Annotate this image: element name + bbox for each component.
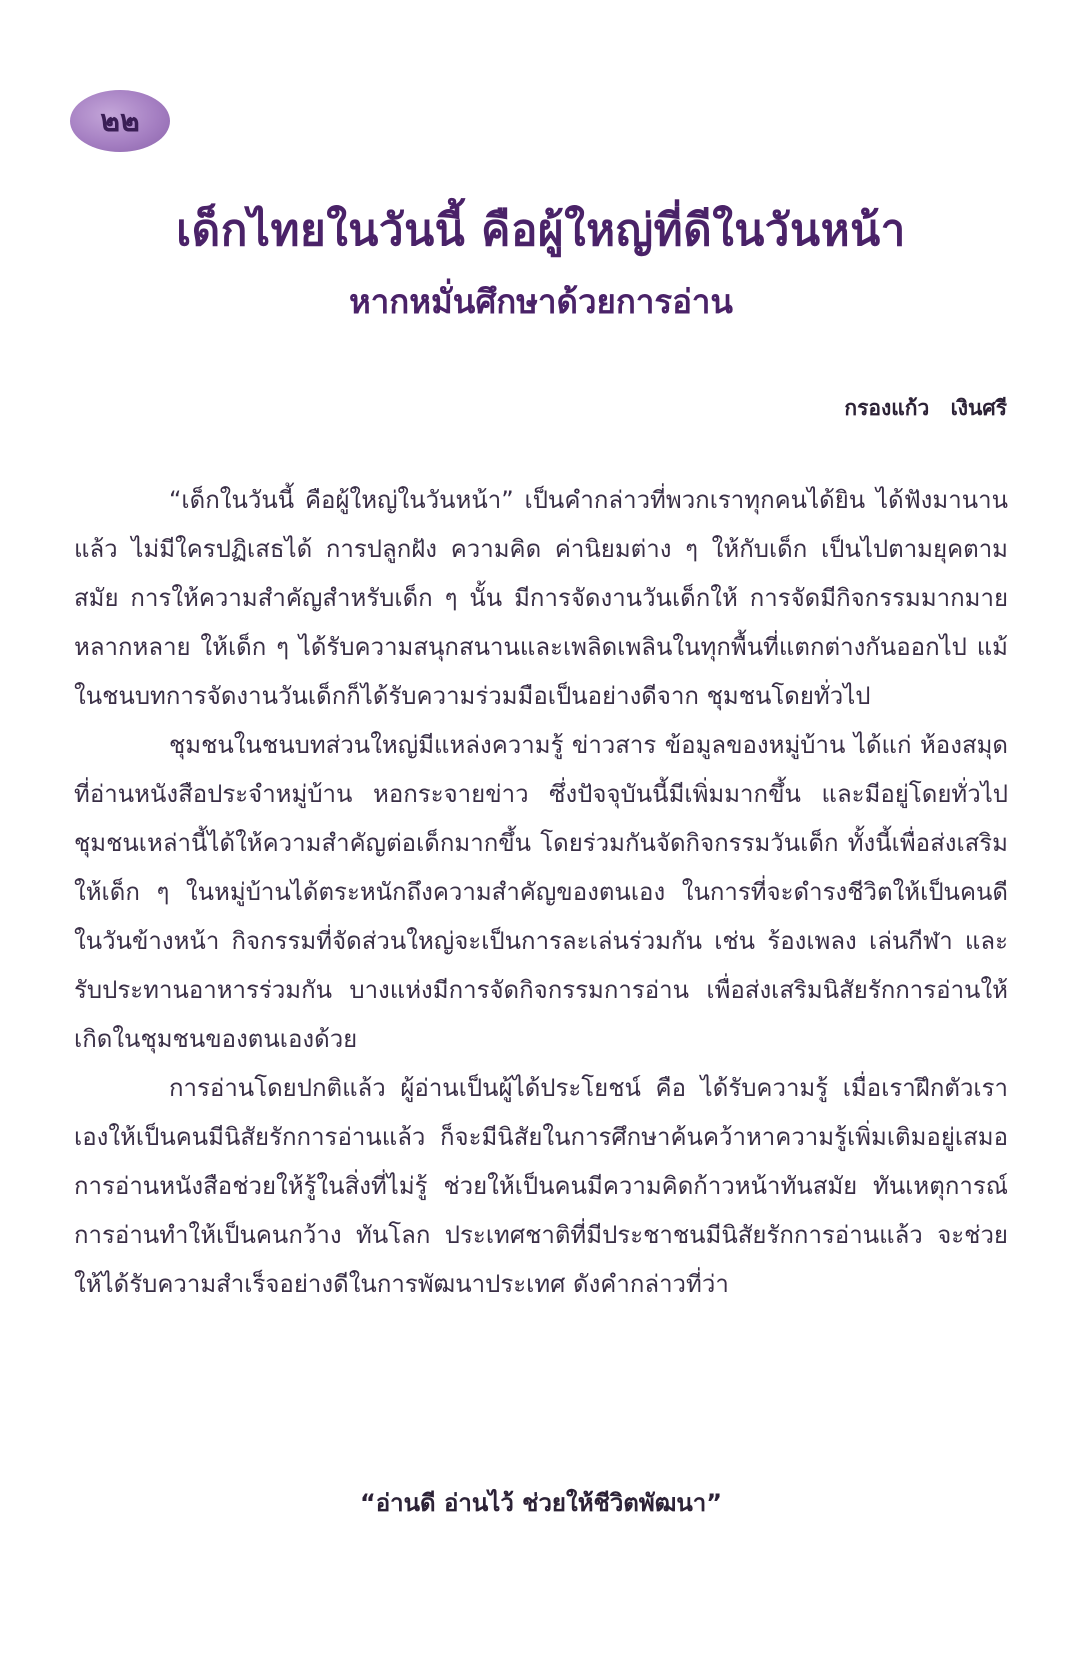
article-body	[74, 476, 1008, 1309]
article-title: เด็กไทยในวันนี้ คือผู้ใหญ่ที่ดีในวันหน้า	[176, 205, 906, 256]
article-subtitle: หากหมั่นศึกษาด้วยการอ่าน	[349, 282, 733, 321]
article-author: กรองแก้ว เงินศรี	[844, 396, 1007, 420]
page-number: ๒๒	[100, 103, 140, 139]
page-number-badge	[70, 90, 170, 152]
paragraph-3: การอ่านโดยปกติแล้ว ผู้อ่านเป็นผู้ได้ประโยชน์ คือ ได้รับความรู้ เมื่อเราฝึกตัวเราเองให้เป็นคนมีนิสัยรักการอ่านแล้ว ก็จะมีนิสัยในการศึกษาค้นคว้าหาความรู้เพิ่มเติมอยู่เสมอ การอ่านหนังสือช่วยให้รู้ในสิ่งที่ไม่รู้ ช่วยให้เป็นคนมีความคิดก้าวหน้าทันสมัย ทันเหตุการณ์ การอ่านทำให้เป็นคนกว้าง ทันโลก ประเทศชาติที่มีประชาชนมีนิสัยรักการอ่านแล้ว จะช่วยให้ได้รับความสำเร็จอย่างดีในการพัฒนาประเทศ ดังคำกล่าวที่ว่า	[74, 1074, 1008, 1298]
closing-quote: “อ่านดี อ่านไว้ ช่วยให้ชีวิตพัฒนา”	[359, 1489, 723, 1517]
paragraph-1: “เด็กในวันนี้ คือผู้ใหญ่ในวันหน้า” เป็นคำกล่าวที่พวกเราทุกคนได้ยิน ได้ฟังมานานแล้ว ไม่มีใครปฏิเสธได้ การปลูกฝัง ความคิด ค่านิยมต่าง ๆ ให้กับเด็ก เป็นไปตามยุคตามสมัย การให้ความสำคัญสำหรับเด็ก ๆ นั้น มีการจัดงานวันเด็กให้ การจัดมีกิจกรรมมากมายหลากหลาย ให้เด็ก ๆ ได้รับความสนุกสนานและเพลิดเพลินในทุกพื้นที่แตกต่างกันออกไป แม้ในชนบทการจัดงานวันเด็กก็ได้รับความร่วมมือเป็นอย่างดีจาก ชุมชนโดยทั่วไป	[74, 486, 1008, 710]
paragraph-2: ชุมชนในชนบทส่วนใหญ่มีแหล่งความรู้ ข่าวสาร ข้อมูลของหมู่บ้าน ได้แก่ ห้องสมุด ที่อ่านหนังสือประจำหมู่บ้าน หอกระจายข่าว ซึ่งปัจจุบันนี้มีเพิ่มมากขึ้น และมีอยู่โดยทั่วไป ชุมชนเหล่านี้ได้ให้ความสำคัญต่อเด็กมากขึ้น โดยร่วมกันจัดกิจกรรมวันเด็ก ทั้งนี้เพื่อส่งเสริมให้เด็ก ๆ ในหมู่บ้านได้ตระหนักถึงความสำคัญของตนเอง ในการที่จะดำรงชีวิตให้เป็นคนดีในวันข้างหน้า กิจกรรมที่จัดส่วนใหญ่จะเป็นการละเล่นร่วมกัน เช่น ร้องเพลง เล่นกีฬา และรับประทานอาหารร่วมกัน บางแห่งมีการจัดกิจกรรมการอ่าน เพื่อส่งเสริมนิสัยรักการอ่านให้เกิดในชุมชนของตนเองด้วย	[74, 731, 1008, 1053]
